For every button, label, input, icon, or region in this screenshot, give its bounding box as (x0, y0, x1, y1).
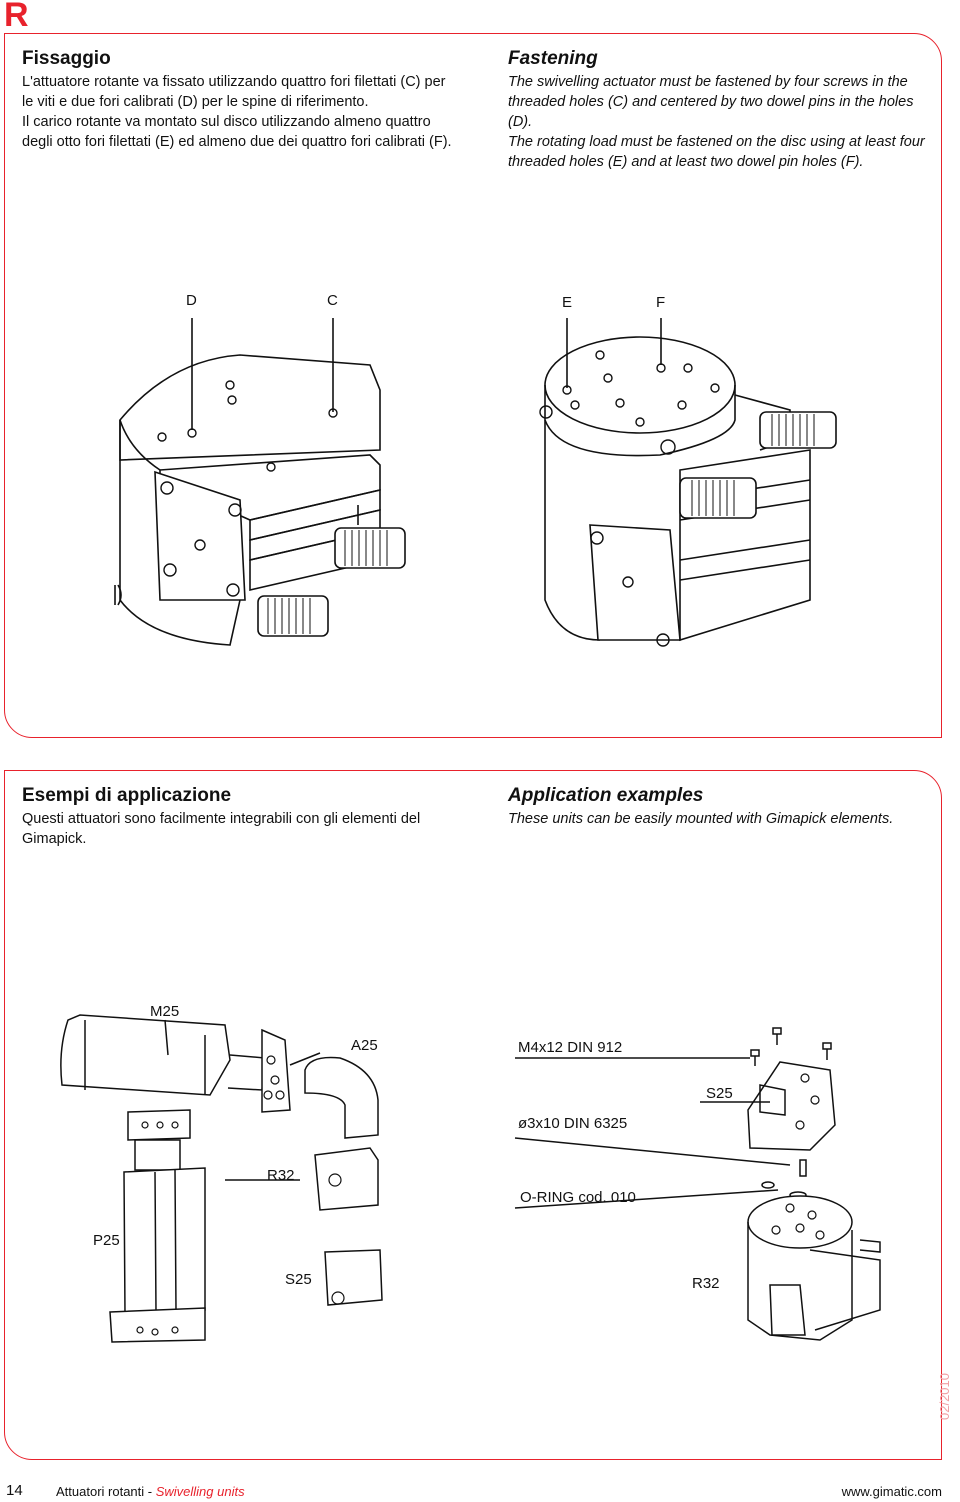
fastening-it-text-1: L'attuatore rotante va fissato utilizzando quattro fori filettati (C) per le viti e due fori calibrati (D) per le spine di riferimento. (22, 74, 446, 110)
application-it-text: Questi attuatori sono facilmente integrabili con gli elementi del Gimapick. (22, 811, 421, 847)
label-m4x12-screw: M4x12 DIN 912 (518, 1039, 623, 1056)
label-d: D (186, 292, 197, 309)
label-s25-right: S25 (706, 1085, 733, 1102)
label-o-ring: O-RING cod. 010 (520, 1189, 636, 1206)
fastening-en-title: Fastening (508, 48, 598, 69)
footer-title-en: Swivelling units (155, 1484, 245, 1499)
footer-title (56, 1484, 245, 1499)
edition-date: 02/2010 (937, 1373, 952, 1420)
fastening-en-text-1: The swivelling actuator must be fastened by four screws in the threaded holes (C) and centered by two dowel pins in the holes (D). (508, 74, 914, 130)
label-r32-right: R32 (692, 1275, 720, 1292)
application-it-title: Esempi di applicazione (22, 785, 232, 806)
label-r32-left: R32 (267, 1167, 295, 1184)
footer-website: www.gimatic.com (841, 1484, 942, 1499)
brand-logo-letter: R (4, 0, 29, 34)
footer-title-it: Attuatori rotanti (56, 1484, 145, 1499)
label-e: E (562, 294, 573, 311)
footer-separator: - (144, 1484, 156, 1499)
fastening-it-text-2: Il carico rotante va montato sul disco utilizzando almeno quattro degli otto fori filettati (E) ed almeno due dei quattro fori calibrati (F). (22, 114, 452, 150)
label-m25: M25 (150, 1003, 180, 1020)
label-a25: A25 (351, 1037, 378, 1054)
label-f: F (656, 294, 666, 311)
label-c: C (327, 292, 338, 309)
fastening-it-title: Fissaggio (22, 48, 111, 69)
label-dowel-pin: ø3x10 DIN 6325 (518, 1115, 628, 1132)
application-en-title: Application examples (508, 785, 704, 806)
label-s25-left: S25 (285, 1271, 312, 1288)
fastening-en-text-2: The rotating load must be fastened on the disc using at least four threaded holes (E) and at least two dowel pin holes (F). (508, 134, 925, 170)
page-footer (0, 1482, 960, 1502)
page-number: 14 (6, 1482, 23, 1499)
application-en-text: These units can be easily mounted with Gimapick elements. (508, 811, 894, 827)
label-p25: P25 (93, 1232, 120, 1249)
